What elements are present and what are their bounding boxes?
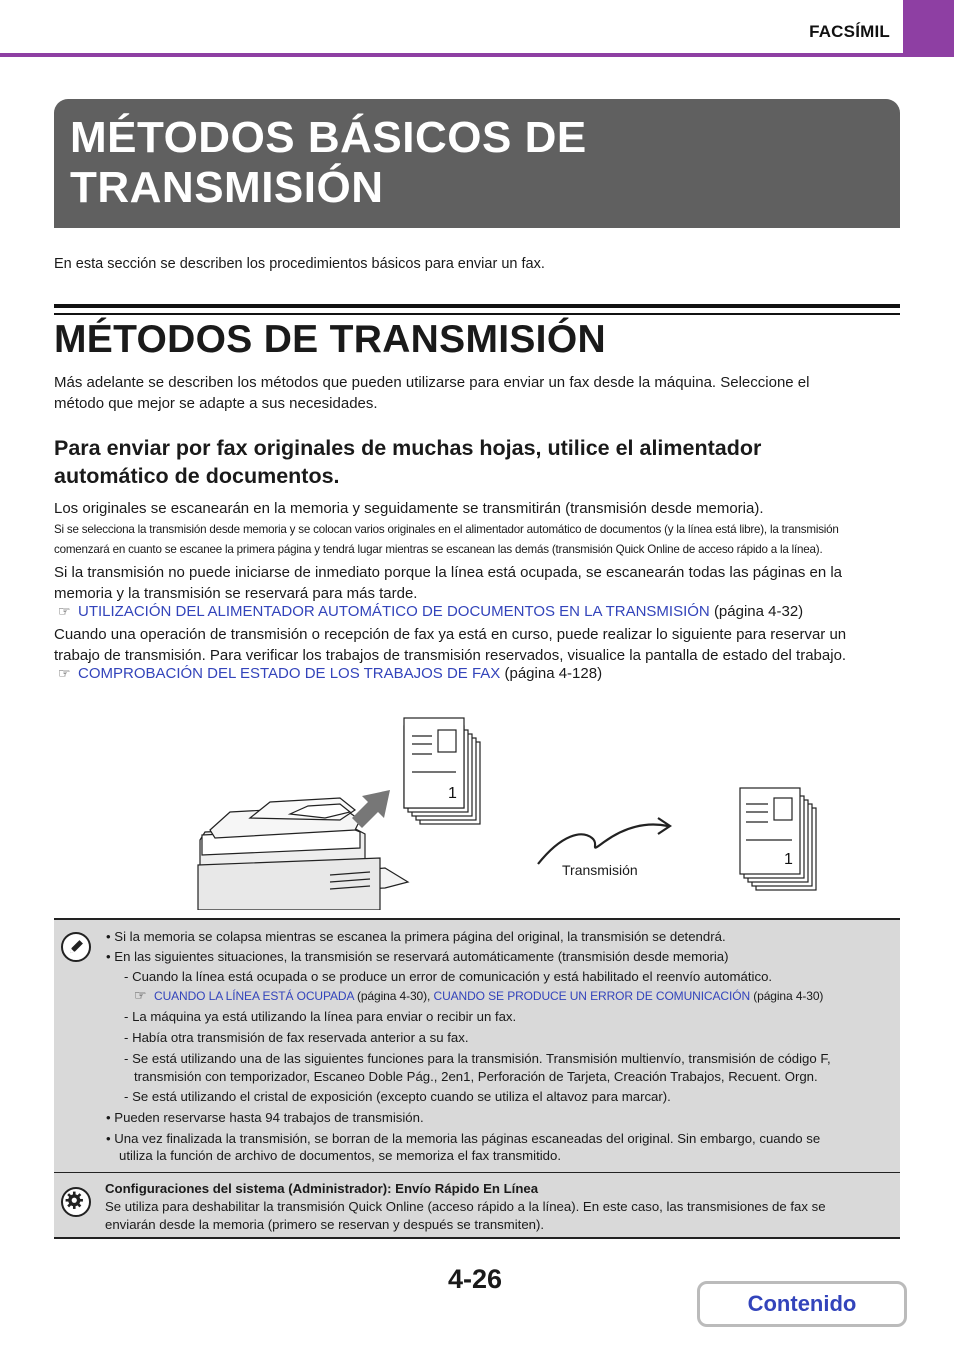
paragraph-3-line2: trabajo de transmisión. Para verificar los trabajos de transmisión reservados, visualice la pantalla de estado del trabajo. (54, 647, 847, 664)
note-bullet-3-text: Pueden reservarse hasta 94 trabajos de transmisión. (114, 1110, 424, 1125)
note-dash-1-references (134, 986, 823, 1006)
subsection-paragraph-1: Los originales se escanearán en la memoria y seguidamente se transmitirán (transmisión desde memoria). (54, 500, 764, 517)
small-text-line1: Si se selecciona la transmisión desde memoria y se colocan varios originales en el alimentador automático de documentos (y la línea está libre), la transmisión (54, 523, 839, 536)
pointing-hand-icon: ☞ (58, 603, 71, 619)
subsection-paragraph-3 (54, 624, 904, 666)
note-dash-3: - Había otra transmisión de fax reservada anterior a su fax. (124, 1030, 469, 1045)
note-bullet-2: • En las siguientes situaciones, la transmisión se reservará automáticamente (transmisión desde memoria) (106, 949, 729, 964)
page-number: 4-26 (448, 1264, 503, 1294)
reference-link-adf[interactable]: UTILIZACIÓN DEL ALIMENTADOR AUTOMÁTICO DE DOCUMENTOS EN LA TRANSMISIÓN (78, 603, 710, 620)
contents-button[interactable]: Contenido (697, 1281, 907, 1327)
feed-arrow-icon (352, 790, 390, 828)
section-title: MÉTODOS DE TRANSMISIÓN (54, 318, 606, 361)
section-paragraph (54, 372, 904, 414)
reference-page: (página 4-32) (713, 603, 804, 620)
note-dash-3-text: Había otra transmisión de fax reservada anterior a su fax. (132, 1030, 469, 1045)
original-pages-stack (404, 718, 480, 824)
pencil-note-icon (61, 932, 91, 962)
subsection-small-text (54, 520, 904, 560)
transmission-caption: Transmisión (562, 862, 638, 878)
small-text-line2: comenzará en cuanto se escanee la primera página y tendrá lugar mientras se escanean las demás (transmisión Quick Online de acceso rápido a la línea). (54, 543, 823, 556)
paragraph-2-line2: memoria y la transmisión se reservará para más tarde. (54, 585, 418, 602)
reference-page: (página 4-30) (753, 989, 824, 1003)
header-tab (903, 0, 954, 57)
pointing-hand-icon: ☞ (58, 665, 71, 681)
note-dash-4-line1: Se está utilizando una de las siguientes funciones para la transmisión. Transmisión multienvío, transmisión de código F, (132, 1051, 831, 1066)
note-dash-2-text: La máquina ya está utilizando la línea para enviar o recibir un fax. (132, 1009, 517, 1024)
subsection-title-line1: Para enviar por fax originales de muchas hojas, utilice el alimentador (54, 436, 762, 460)
reference-link-job-status[interactable]: COMPROBACIÓN DEL ESTADO DE LOS TRABAJOS DE FAX (78, 665, 501, 682)
header-rule (0, 53, 903, 57)
note-dash-5-text: Se está utilizando el cristal de exposición (excepto cuando se utiliza el altavoz para marcar). (132, 1089, 671, 1104)
pointing-hand-icon: ☞ (134, 987, 147, 1003)
section-rule-thick (54, 304, 900, 308)
gear-icon (61, 1187, 91, 1217)
section-paragraph-line1: Más adelante se describen los métodos que pueden utilizarse para enviar un fax desde la máquina. Seleccione el (54, 374, 810, 391)
note-bullet-4: • Una vez finalizada la transmisión, se borran de la memoria las páginas escaneadas del original. Sin embargo, cuando se (106, 1131, 821, 1146)
transmission-illustration (190, 710, 830, 910)
chapter-title-line1: MÉTODOS BÁSICOS DE (70, 113, 587, 162)
note-divider (54, 1172, 900, 1173)
reference-page: (página 4-30), (356, 989, 431, 1003)
note-bullet-2-text: En las siguientes situaciones, la transmisión se reservará automáticamente (transmisión desde memoria) (114, 949, 729, 964)
subsection-title-line2: automático de documentos. (54, 464, 340, 488)
paragraph-3-line1: Cuando una operación de transmisión o recepción de fax ya está en curso, puede realizar lo siguiente para reservar un (54, 626, 847, 643)
note-bullet-1-text: Si la memoria se colapsa mientras se escanea la primera página del original, la transmisión se detendrá. (114, 929, 726, 944)
reference-1 (58, 603, 803, 620)
note-box (54, 918, 900, 1239)
note-dash-4-cont: transmisión con temporizador, Escaneo Doble Pág., 2en1, Perforación de Tarjeta, Creación Trabajos, Recuent. Orgn. (134, 1069, 818, 1084)
note-bullet-3: • Pueden reservarse hasta 94 trabajos de transmisión. (106, 1110, 424, 1125)
section-rule-thin (54, 313, 900, 315)
note-bullet-4-line1: Una vez finalizada la transmisión, se borran de la memoria las páginas escaneadas del original. Sin embargo, cuando se (114, 1131, 821, 1146)
paragraph-2-line1: Si la transmisión no puede iniciarse de inmediato porque la línea está ocupada, se escanearán todas las páginas en la (54, 564, 843, 581)
settings-line-1: Se utiliza para deshabilitar la transmisión Quick Online (acceso rápido a la línea). En este caso, las transmisiones de fax se (105, 1199, 826, 1214)
transmission-arrow-icon (538, 818, 670, 864)
note-dash-5: - Se está utilizando el cristal de exposición (excepto cuando se utiliza el altavoz para marcar). (124, 1089, 671, 1104)
chapter-title-line2: TRANSMISIÓN (70, 163, 384, 212)
chapter-title (70, 113, 587, 213)
copier-machine-icon (198, 798, 408, 910)
settings-line-2: enviarán desde la memoria (primero se reservan y después se transmiten). (105, 1217, 545, 1232)
note-dash-1: - Cuando la línea está ocupada o se produce un error de comunicación y está habilitado el reenvío automático. (124, 969, 773, 984)
reference-page: (página 4-128) (504, 665, 603, 682)
section-label: FACSÍMIL (809, 22, 890, 41)
note-dash-4: - Se está utilizando una de las siguientes funciones para la transmisión. Transmisión multienvío, transmisión de código F, (124, 1051, 831, 1066)
subsection-title (54, 434, 904, 490)
chapter-intro: En esta sección se describen los procedimientos básicos para enviar un fax. (54, 256, 545, 272)
note-dash-2: - La máquina ya está utilizando la línea para enviar o recibir un fax. (124, 1009, 517, 1024)
page-number-right: 1 (784, 851, 793, 868)
reference-link-line-busy[interactable]: CUANDO LA LÍNEA ESTÁ OCUPADA (154, 989, 354, 1003)
note-dash-1-text: Cuando la línea está ocupada o se produce un error de comunicación y está habilitado el reenvío automático. (132, 969, 773, 984)
reference-link-comm-error[interactable]: CUANDO SE PRODUCE UN ERROR DE COMUNICACIÓN (433, 989, 751, 1003)
section-paragraph-line2: método que mejor se adapte a sus necesidades. (54, 395, 378, 412)
settings-title: Configuraciones del sistema (Administrador): Envío Rápido En Línea (105, 1181, 539, 1196)
subsection-paragraph-2 (54, 562, 904, 604)
chapter-banner (54, 99, 900, 228)
received-pages-stack (740, 788, 816, 890)
note-bullet-1: • Si la memoria se colapsa mientras se escanea la primera página del original, la transmisión se detendrá. (106, 929, 726, 944)
reference-2 (58, 665, 602, 682)
page-number-left: 1 (448, 785, 457, 802)
note-bullet-4-cont: utiliza la función de archivo de documentos, se memoriza el fax transmitido. (119, 1148, 561, 1163)
